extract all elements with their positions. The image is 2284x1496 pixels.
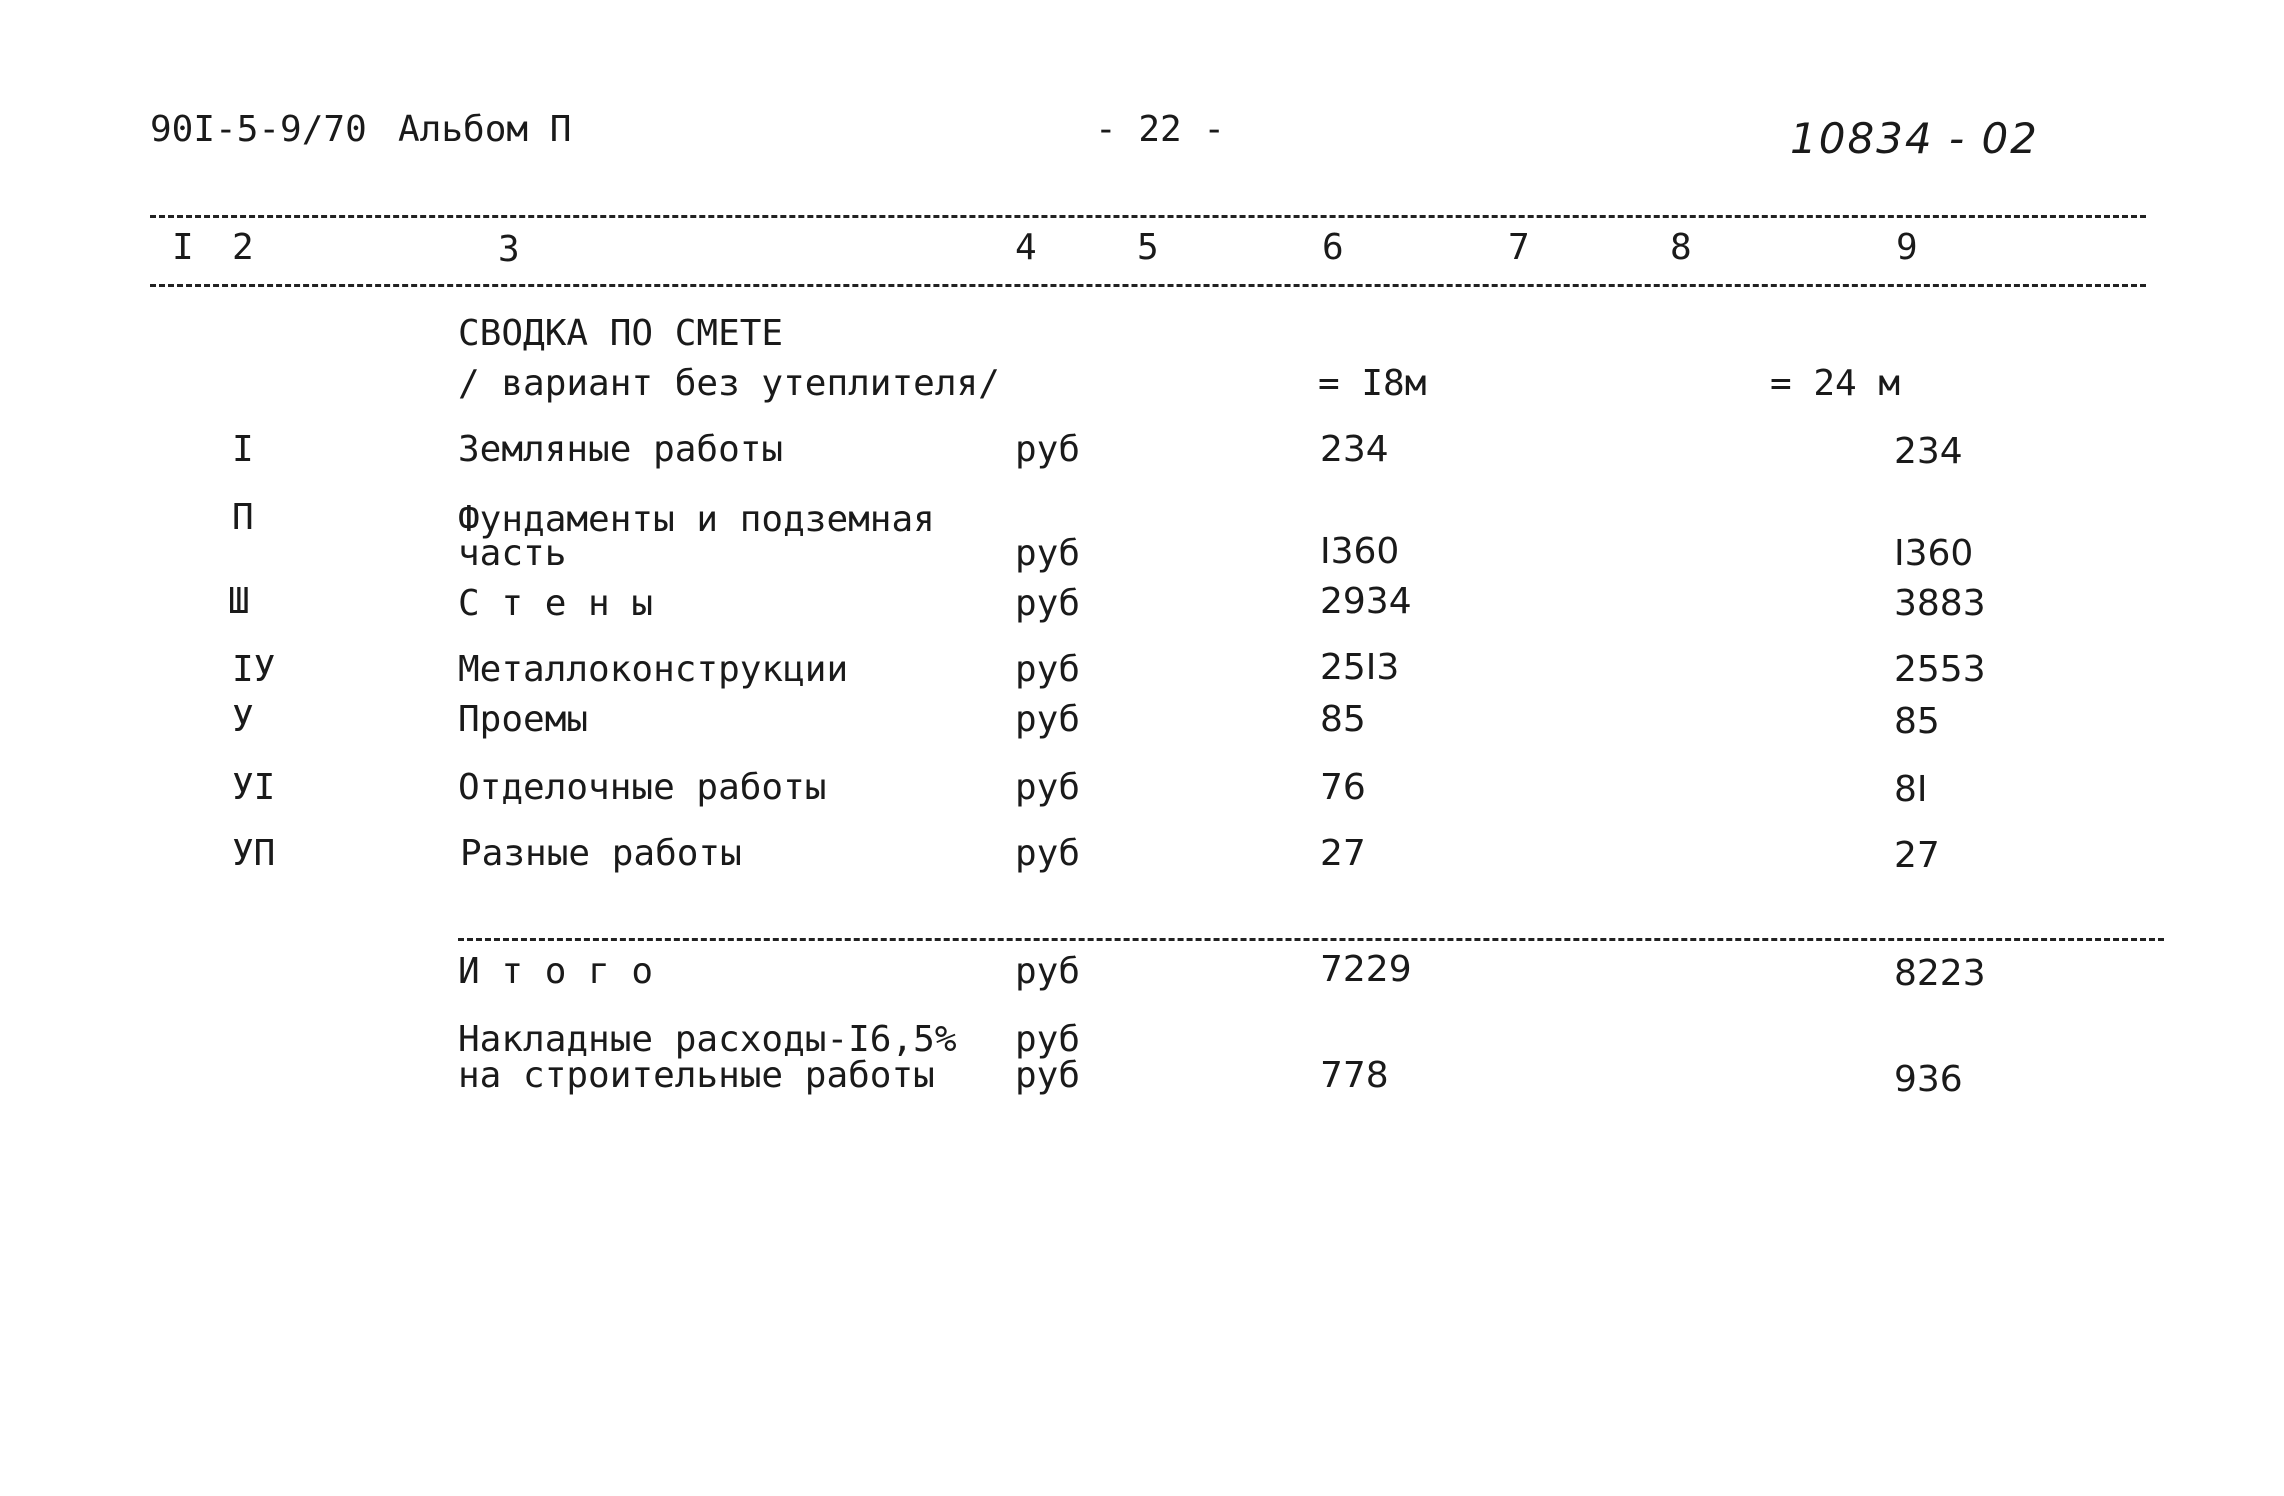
row-6-value-24m: 8I	[1894, 769, 1928, 810]
top-dashed-rule	[150, 215, 2146, 218]
archive-number: 10834 - 02	[1790, 114, 2039, 163]
row-6-name: Отделочные работы	[458, 767, 827, 808]
row-2-value-18m: I360	[1320, 531, 1400, 572]
album-label: Альбом П	[398, 109, 572, 150]
col-num-3: 3	[498, 229, 520, 270]
row-5-value-18m: 85	[1320, 699, 1366, 740]
totals-dashed-rule	[458, 938, 2164, 941]
col-num-1: I	[172, 227, 194, 268]
col-num-6: 6	[1322, 227, 1344, 268]
col6-header: = I8м	[1318, 363, 1427, 404]
row-1-unit: руб	[1015, 429, 1081, 470]
row-5-name: Проемы	[458, 699, 589, 740]
row-1-value-18m: 234	[1320, 429, 1389, 470]
row-2-number: П	[232, 497, 254, 538]
row-4-unit: руб	[1015, 649, 1081, 690]
total-value-24m: 8223	[1894, 953, 1986, 994]
col-num-8: 8	[1670, 227, 1692, 268]
row-2-value-24m: I360	[1894, 533, 1974, 574]
row-4-value-18m: 25I3	[1320, 647, 1400, 688]
col-num-2: 2	[232, 227, 254, 268]
row-7-name: Разные работы	[460, 833, 742, 874]
total-unit: руб	[1015, 951, 1081, 992]
overhead-label-line2: на строительные работы	[458, 1055, 935, 1096]
row-3-name: С т е н ы	[458, 583, 654, 624]
summary-variant: / вариант без утеплителя/	[458, 363, 1000, 404]
row-1-value-24m: 234	[1894, 431, 1963, 472]
row-6-number: УI	[232, 767, 276, 808]
row-1-name: Земляные работы	[458, 429, 784, 470]
col9-header: = 24 м	[1770, 363, 1901, 404]
overhead-unit-line2: руб	[1015, 1055, 1081, 1096]
col-num-9: 9	[1896, 227, 1918, 268]
row-7-unit: руб	[1015, 833, 1081, 874]
row-7-value-24m: 27	[1894, 835, 1940, 876]
col-num-7: 7	[1508, 227, 1530, 268]
column-header-dashed-rule	[150, 284, 2146, 287]
overhead-unit-line1: руб	[1015, 1019, 1081, 1060]
row-3-value-24m: 3883	[1894, 583, 1986, 624]
col-num-5: 5	[1137, 227, 1159, 268]
row-2-unit: руб	[1015, 533, 1081, 574]
row-6-unit: руб	[1015, 767, 1081, 808]
overhead-value-24m: 936	[1894, 1059, 1963, 1100]
row-3-number: Ш	[228, 581, 250, 622]
total-value-18m: 7229	[1320, 949, 1412, 990]
row-1-number: I	[232, 429, 254, 470]
row-7-number: УП	[232, 833, 276, 874]
overhead-label-line1: Накладные расходы-I6,5%	[458, 1019, 957, 1060]
row-2-name-line1: Фундаменты и подземная	[458, 499, 935, 540]
row-5-unit: руб	[1015, 699, 1081, 740]
row-2-name-line2: часть	[458, 533, 567, 574]
row-7-value-18m: 27	[1320, 833, 1366, 874]
summary-title: СВОДКА ПО СМЕТЕ	[458, 313, 784, 354]
total-label: И т о г о	[458, 951, 654, 992]
page-number: - 22 -	[1095, 109, 1226, 150]
row-5-number: У	[232, 699, 254, 740]
col-num-4: 4	[1015, 227, 1037, 268]
row-3-value-18m: 2934	[1320, 581, 1412, 622]
row-4-name: Металлоконструкции	[458, 649, 849, 690]
row-3-unit: руб	[1015, 583, 1081, 624]
overhead-value-18m: 778	[1320, 1055, 1389, 1096]
doc-code: 90I-5-9/70	[150, 109, 367, 150]
row-5-value-24m: 85	[1894, 701, 1940, 742]
row-6-value-18m: 76	[1320, 767, 1366, 808]
row-4-number: IУ	[232, 649, 276, 690]
row-4-value-24m: 2553	[1894, 649, 1986, 690]
